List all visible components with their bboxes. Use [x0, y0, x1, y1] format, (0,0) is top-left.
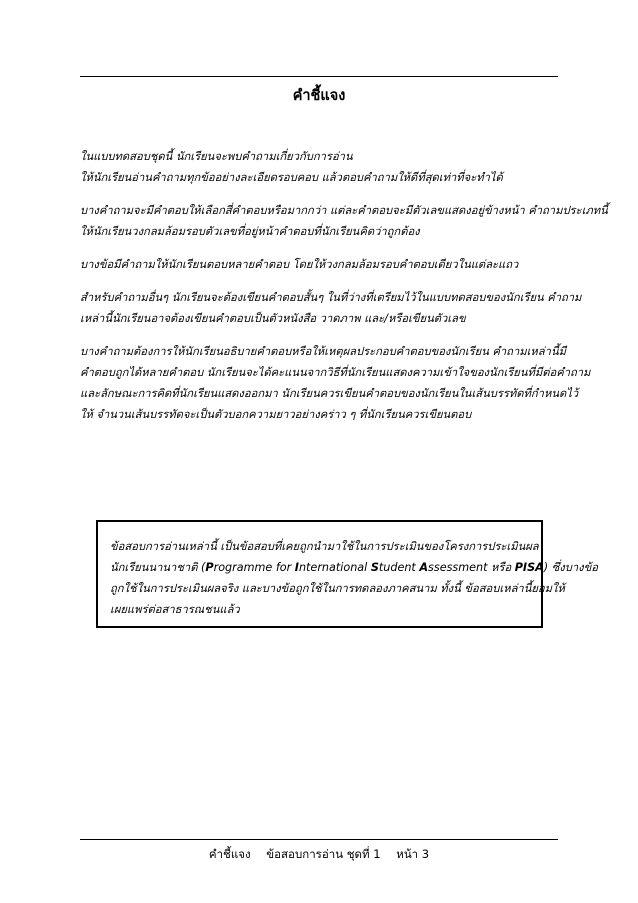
footer-section: คำชี้แจง [208, 847, 251, 861]
note-line: ถูกใช้ในการประเมินผลจริง และบางข้อถูกใช้ในการทดลองภาคสนาม ทั้งนี้ ข้อสอบเหล่านี้ยอมให้ [110, 582, 565, 595]
note-fragment: ssessment หรือ [428, 561, 515, 574]
note-bold-letter: S [370, 561, 379, 574]
text-line: บางข้อมีคำถามให้นักเรียนตอบหลายคำตอบ โดยให้วงกลมล้อมรอบคำตอบเดียวในแต่ละแถว [80, 258, 519, 271]
paragraph-multiple-choice [80, 200, 608, 242]
text-line: บางคำถามจะมีคำตอบให้เลือกสี่คำตอบหรือมากกว่า แต่ละคำตอบจะมีตัวเลขแสดงอยู่ข้างหน้า คำถามประเภทนี้ [80, 204, 608, 217]
note-fragment: นักเรียนนานาชาติ ( [110, 561, 206, 574]
text-line: สำหรับคำถามอื่นๆ นักเรียนจะต้องเขียนคำตอบสั้นๆ ในที่ว่างที่เตรียมไว้ในแบบทดสอบของนักเรียน คำถาม [80, 291, 582, 304]
text-line: ให้นักเรียนวงกลมล้อมรอบตัวเลขที่อยู่หน้าคำตอบที่นักเรียนคิดว่าถูกต้อง [80, 225, 420, 238]
text-line: ให้นักเรียนอ่านคำถามทุกข้ออย่างละเอียดรอบคอบ แล้วตอบคำถามให้ดีที่สุดเท่าที่จะทำได้ [80, 171, 503, 184]
top-rule [80, 76, 558, 77]
paragraph-intro [80, 146, 560, 188]
note-pisa-acronym: PISA [514, 561, 544, 574]
text-line: ให้ จำนวนเส้นบรรทัดจะเป็นตัวบอกความยาวอย่างคร่าว ๆ ที่นักเรียนควรเขียนตอบ [80, 408, 472, 421]
instructions-body [80, 146, 608, 437]
footer-test-name: ข้อสอบการอ่าน ชุดที่ 1 [266, 847, 381, 861]
note-line: เผยแพร่ต่อสาธารณชนแล้ว [110, 603, 240, 616]
note-fragment: rogramme for [213, 561, 295, 574]
paragraph-short-answer [80, 287, 582, 329]
text-line: ในแบบทดสอบชุดนี้ นักเรียนจะพบคำถามเกี่ยวกับการอ่าน [80, 150, 353, 163]
paragraph-explanation [80, 341, 591, 425]
note-bold-letter: P [205, 561, 214, 574]
note-fragment: ) ซึ่งบางข้อ [543, 561, 598, 574]
footer-page-number: หน้า 3 [396, 847, 430, 861]
pisa-note-text [110, 536, 598, 620]
note-line: ข้อสอบการอ่านเหล่านี้ เป็นข้อสอบที่เคยถูกนำมาใช้ในการประเมินของโครงการประเมินผล [110, 540, 539, 553]
text-line: เหล่านี้นักเรียนอาจต้องเขียนคำตอบเป็นตัวหนังสือ วาดภาพ และ/หรือเขียนตัวเลข [80, 312, 466, 325]
page-title: คำชี้แจง [292, 88, 346, 104]
paragraph-multiple-answers [80, 254, 560, 275]
text-line: บางคำถามต้องการให้นักเรียนอธิบายคำตอบหรือให้เหตุผลประกอบคำตอบของนักเรียน คำถามเหล่านี้มี [80, 345, 566, 358]
bottom-rule [80, 839, 558, 840]
text-line: และลักษณะการคิดที่นักเรียนแสดงออกมา นักเรียนควรเขียนคำตอบของนักเรียนในเส้นบรรทัดที่กำหนดไว้ [80, 387, 579, 400]
pisa-note-box [96, 520, 598, 628]
note-fragment: nternational [298, 561, 371, 574]
note-bold-letter: I [294, 561, 299, 574]
text-line: คำตอบถูกได้หลายคำตอบ นักเรียนจะได้คะแนนจากวิธีที่นักเรียนแสดงความเข้าใจของนักเรียนที่มีต่อคำถาม [80, 366, 591, 379]
note-bold-letter: A [419, 561, 429, 574]
note-fragment: tudent [378, 561, 420, 574]
page-footer [0, 846, 638, 864]
note-line [110, 557, 598, 578]
